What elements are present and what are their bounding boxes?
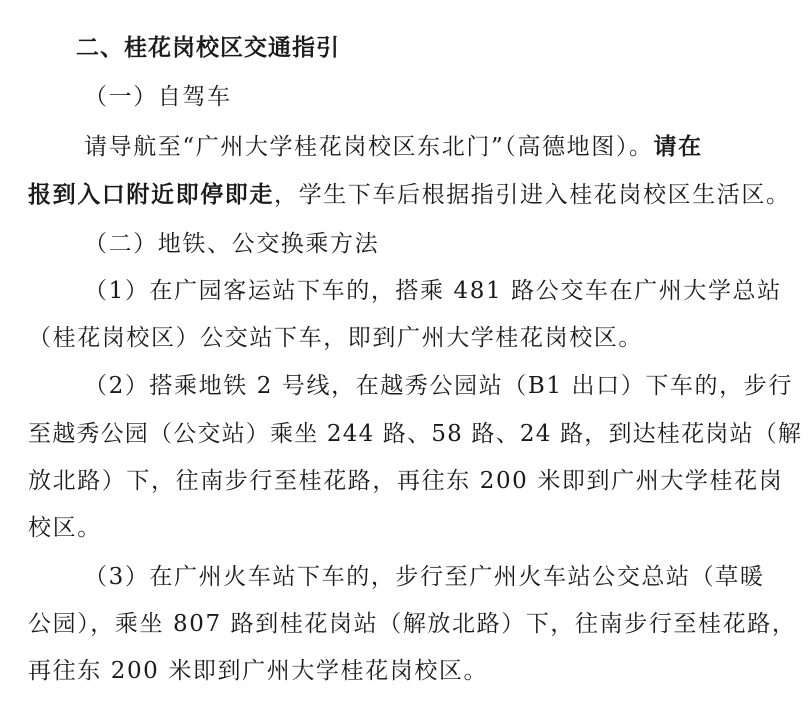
drive-paragraph-line-1 (84, 132, 703, 162)
transit-item-3-line-2: 公园），乘坐 807 路到桂花岗站（解放北路）下，往南步行至桂花路， (28, 611, 797, 637)
transit-item-3-line-3: 再往东 200 米即到广州大学桂花岗校区。 (28, 658, 489, 684)
section-title: 二、桂花岗校区交通指引 (76, 35, 340, 61)
transit-item-1-line-2: （桂花岗校区）公交站下车，即到广州大学桂花岗校区。 (28, 325, 643, 351)
transit-item-2-line-1: （2）搭乘地铁 2 号线，在越秀公园站（B1 出口）下车的，步行 (84, 373, 793, 399)
transit-heading: （二）地铁、公交换乘方法 (84, 231, 380, 257)
drive-text: 请导航至“广州大学桂花岗校区东北门”（高德地图）。 (84, 134, 654, 160)
transit-item-3-line-1: （3）在广州火车站下车的，步行至广州火车站公交总站（草暖 (84, 564, 765, 590)
drive-bold-text: 请在 (653, 133, 703, 160)
drive-bold-text-continued: 报到入口附近即停即走 (28, 181, 274, 208)
transit-item-1-line-1: （1）在广园客运站下车的，搭乘 481 路公交车在广州大学总站 (84, 278, 782, 304)
drive-heading: （一）自驾车 (84, 84, 232, 110)
drive-paragraph-line-2 (28, 180, 791, 210)
transit-item-2-line-2: 至越秀公园（公交站）乘坐 244 路、58 路、24 路，到达桂花岗站（解 (28, 421, 803, 447)
transit-item-2-line-4: 校区。 (28, 515, 102, 541)
transit-item-2-line-3: 放北路）下，往南步行至桂花路，再往东 200 米即到广州大学桂花岗 (28, 468, 784, 494)
drive-text-continued: ，学生下车后根据指引进入桂花岗校区生活区。 (274, 182, 791, 208)
